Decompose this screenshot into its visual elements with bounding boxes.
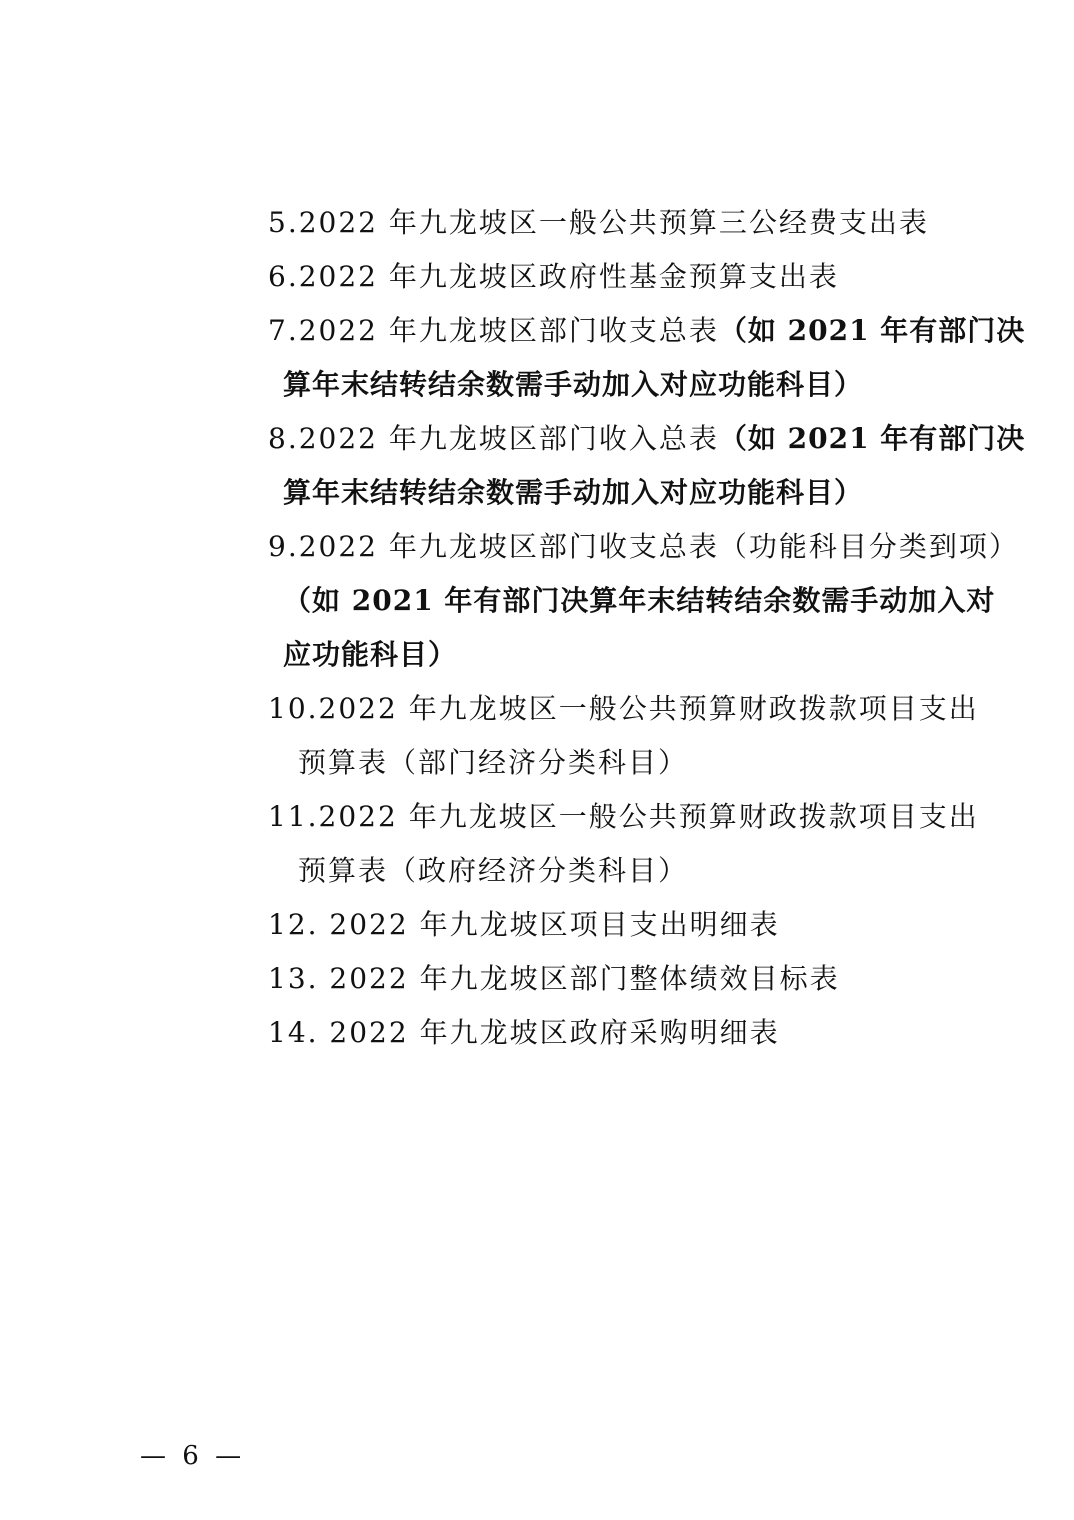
list-item-7-line-2 [283, 367, 863, 403]
list-item-text: 预算表（政府经济分类科目） [298, 854, 689, 887]
page-number: — 6 — [140, 1441, 246, 1471]
list-item-8-line-2 [283, 475, 863, 511]
list-item-13-line-1 [268, 961, 840, 997]
list-item-text: 应功能科目） [283, 638, 458, 671]
list-item-text: 算年末结转结余数需手动加入对应功能科目） [283, 368, 864, 401]
list-item-14-line-1 [268, 1015, 780, 1051]
list-item-12-line-1 [268, 907, 780, 943]
list-item-9-line-1 [268, 529, 1019, 565]
list-item-text: （如 2021 年有部门决 [718, 314, 1026, 347]
list-item-5-line-1 [268, 205, 929, 241]
list-item-text: 12. 2022 年九龙坡区项目支出明细表 [268, 908, 780, 941]
list-item-text: 11.2022 年九龙坡区一般公共预算财政拨款项目支出 [268, 800, 979, 833]
list-item-text: 14. 2022 年九龙坡区政府采购明细表 [268, 1016, 780, 1049]
list-item-11-line-1 [268, 799, 979, 835]
list-item-11-line-2 [298, 853, 688, 889]
list-item-text: 算年末结转结余数需手动加入对应功能科目） [283, 476, 864, 509]
list-item-text: 预算表（部门经济分类科目） [298, 746, 689, 779]
list-item-10-line-1 [268, 691, 979, 727]
list-item-text: 8.2022 年九龙坡区部门收入总表 [268, 422, 719, 455]
list-item-9-line-2 [283, 583, 995, 619]
list-item-6-line-1 [268, 259, 839, 295]
list-item-7-line-1 [268, 313, 1025, 349]
list-item-9-line-3 [283, 637, 457, 673]
list-item-10-line-2 [298, 745, 688, 781]
list-item-8-line-1 [268, 421, 1025, 457]
list-item-text: 13. 2022 年九龙坡区部门整体绩效目标表 [268, 962, 840, 995]
list-item-text: 10.2022 年九龙坡区一般公共预算财政拨款项目支出 [268, 692, 979, 725]
list-item-text: 7.2022 年九龙坡区部门收支总表 [268, 314, 719, 347]
list-item-text: （如 2021 年有部门决算年末结转结余数需手动加入对 [283, 584, 996, 617]
list-item-text: 5.2022 年九龙坡区一般公共预算三公经费支出表 [268, 206, 929, 239]
list-item-text: 6.2022 年九龙坡区政府性基金预算支出表 [268, 260, 839, 293]
list-item-text: （如 2021 年有部门决 [718, 422, 1026, 455]
list-item-text: 9.2022 年九龙坡区部门收支总表（功能科目分类到项） [268, 530, 1019, 563]
